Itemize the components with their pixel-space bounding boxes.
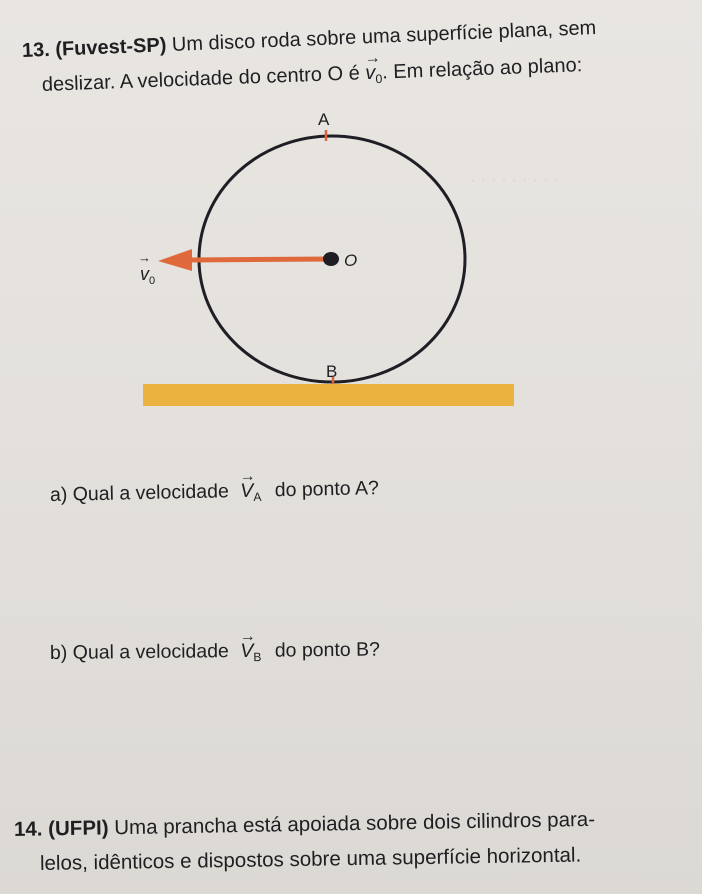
question-b-suffix: do ponto B? [274,638,381,662]
question-b-prefix: b) Qual a velocidade [49,640,229,664]
q13-velocity-v0: → $v_0$ [365,62,383,87]
q14-number: 14. [13,817,43,841]
velocity-arrow-head [158,249,192,271]
ground-plane [143,384,514,406]
question-b [50,639,380,667]
q13-line1-text: Um disco roda sobre uma superfície plana, sem [171,16,597,56]
q14-source: (UFPI) [47,816,109,841]
question-a-suffix: do ponto A? [274,477,380,502]
q13-source: (Fuvest-SP) [54,34,167,61]
label-v0: $v_0$ [140,264,156,287]
label-b: B [326,362,338,381]
label-o: O [344,251,358,270]
q13-number: 13. [21,38,51,62]
q13-line2-post: . Em relação ao plano: [381,54,583,84]
question-a [50,477,379,508]
question-a-prefix: a) Qual a velocidade [49,480,230,506]
q14-line-1 [14,808,595,842]
disc-figure [0,0,702,430]
q13-line2-pre: deslizar. A velocidade do centro O é [41,62,361,96]
q14-line-2 [40,843,582,875]
question-b-velocity: → $V_B$ [240,640,261,664]
q14-line2-text: lelos, idênticos e dispostos sobre uma superfície horizontal. [39,843,582,875]
label-v0-arrow: → [138,250,151,265]
question-a-velocity: → $V_A$ [240,480,262,505]
bleed-through-text: · · · · · · · · · [470,170,559,189]
q14-line1-text: Uma prancha está apoiada sobre dois cilindros para- [114,807,596,840]
center-point-o [323,252,339,266]
velocity-arrow-shaft [186,259,330,260]
label-a: A [318,110,330,129]
